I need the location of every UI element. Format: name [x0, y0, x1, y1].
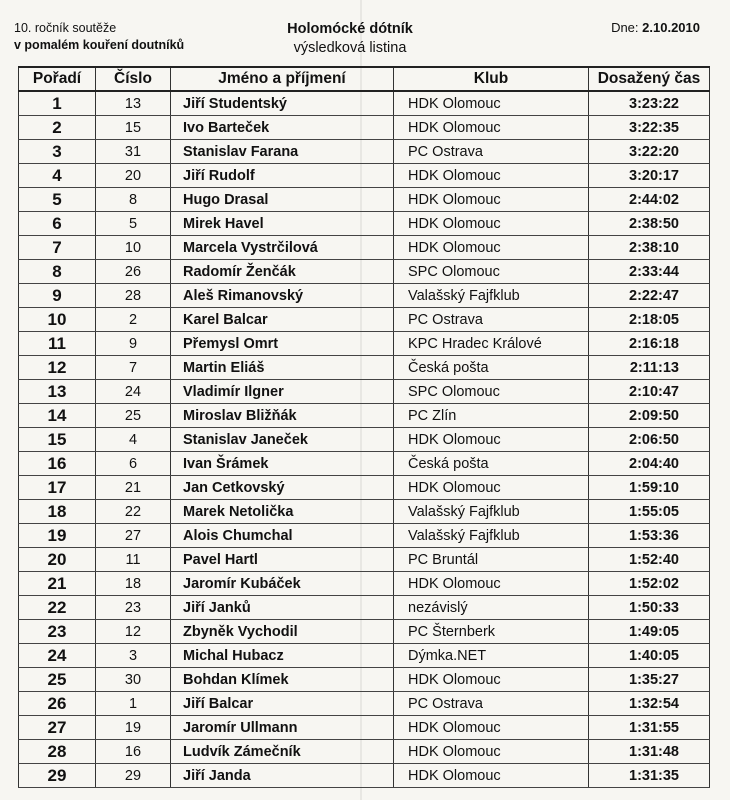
rank-cell: 15 [19, 428, 96, 452]
table-row [19, 140, 710, 164]
column-header-club: Klub [394, 67, 589, 91]
table-row [19, 740, 710, 764]
name-cell: Marek Netolička [171, 500, 394, 524]
document-header [0, 0, 730, 64]
club-cell: HDK Olomouc [394, 116, 589, 140]
club-cell: HDK Olomouc [394, 476, 589, 500]
table-row [19, 668, 710, 692]
club-cell: Valašský Fajfklub [394, 284, 589, 308]
number-cell: 7 [96, 356, 171, 380]
name-cell: Radomír Ženčák [171, 260, 394, 284]
name-cell: Ivan Šrámek [171, 452, 394, 476]
column-header-rank: Pořadí [19, 67, 96, 91]
club-cell: HDK Olomouc [394, 212, 589, 236]
time-cell: 2:09:50 [589, 404, 710, 428]
rank-cell: 25 [19, 668, 96, 692]
table-row [19, 764, 710, 788]
time-cell: 2:18:05 [589, 308, 710, 332]
name-cell: Ivo Barteček [171, 116, 394, 140]
number-cell: 9 [96, 332, 171, 356]
rank-cell: 27 [19, 716, 96, 740]
table-row [19, 212, 710, 236]
time-cell: 2:16:18 [589, 332, 710, 356]
rank-cell: 19 [19, 524, 96, 548]
name-cell: Jaromír Ullmann [171, 716, 394, 740]
rank-cell: 6 [19, 212, 96, 236]
number-cell: 16 [96, 740, 171, 764]
table-row [19, 164, 710, 188]
club-cell: HDK Olomouc [394, 572, 589, 596]
club-cell: KPC Hradec Králové [394, 332, 589, 356]
number-cell: 11 [96, 548, 171, 572]
time-cell: 1:35:27 [589, 668, 710, 692]
edition-line-2: v pomalém kouření doutníků [14, 38, 185, 52]
club-cell: HDK Olomouc [394, 428, 589, 452]
number-cell: 12 [96, 620, 171, 644]
time-cell: 1:52:02 [589, 572, 710, 596]
rank-cell: 18 [19, 500, 96, 524]
number-cell: 4 [96, 428, 171, 452]
table-row [19, 380, 710, 404]
number-cell: 21 [96, 476, 171, 500]
name-cell: Jiří Studentský [171, 91, 394, 116]
rank-cell: 4 [19, 164, 96, 188]
number-cell: 30 [96, 668, 171, 692]
rank-cell: 5 [19, 188, 96, 212]
number-cell: 18 [96, 572, 171, 596]
time-cell: 2:11:13 [589, 356, 710, 380]
rank-cell: 8 [19, 260, 96, 284]
name-cell: Mirek Havel [171, 212, 394, 236]
number-cell: 6 [96, 452, 171, 476]
time-cell: 2:22:47 [589, 284, 710, 308]
table-row [19, 116, 710, 140]
time-cell: 1:31:55 [589, 716, 710, 740]
table-row [19, 332, 710, 356]
number-cell: 29 [96, 764, 171, 788]
rank-cell: 12 [19, 356, 96, 380]
date-value: 2.10.2010 [642, 20, 700, 35]
club-cell: PC Zlín [394, 404, 589, 428]
table-row [19, 500, 710, 524]
column-header-number: Číslo [96, 67, 171, 91]
club-cell: HDK Olomouc [394, 91, 589, 116]
time-cell: 1:50:33 [589, 596, 710, 620]
club-cell: nezávislý [394, 596, 589, 620]
club-cell: HDK Olomouc [394, 668, 589, 692]
club-cell: HDK Olomouc [394, 764, 589, 788]
rank-cell: 16 [19, 452, 96, 476]
rank-cell: 1 [19, 91, 96, 116]
results-header-row [19, 67, 710, 91]
document-date [611, 20, 700, 35]
table-row [19, 692, 710, 716]
time-cell: 1:31:35 [589, 764, 710, 788]
rank-cell: 20 [19, 548, 96, 572]
name-cell: Karel Balcar [171, 308, 394, 332]
time-cell: 3:20:17 [589, 164, 710, 188]
time-cell: 2:38:50 [589, 212, 710, 236]
club-cell: Česká pošta [394, 356, 589, 380]
name-cell: Zbyněk Vychodil [171, 620, 394, 644]
name-cell: Pavel Hartl [171, 548, 394, 572]
name-cell: Stanislav Janeček [171, 428, 394, 452]
name-cell: Aleš Rimanovský [171, 284, 394, 308]
time-cell: 1:52:40 [589, 548, 710, 572]
rank-cell: 28 [19, 740, 96, 764]
table-row [19, 284, 710, 308]
name-cell: Jiří Rudolf [171, 164, 394, 188]
document-subtitle: výsledková listina [293, 40, 407, 56]
table-row [19, 620, 710, 644]
club-cell: HDK Olomouc [394, 716, 589, 740]
time-cell: 1:53:36 [589, 524, 710, 548]
time-cell: 3:22:20 [589, 140, 710, 164]
club-cell: Valašský Fajfklub [394, 500, 589, 524]
number-cell: 3 [96, 644, 171, 668]
name-cell: Jan Cetkovský [171, 476, 394, 500]
time-cell: 1:32:54 [589, 692, 710, 716]
rank-cell: 24 [19, 644, 96, 668]
name-cell: Bohdan Klímek [171, 668, 394, 692]
club-cell: Valašský Fajfklub [394, 524, 589, 548]
table-row [19, 404, 710, 428]
name-cell: Miroslav Bližňák [171, 404, 394, 428]
table-row [19, 308, 710, 332]
number-cell: 19 [96, 716, 171, 740]
edition-line-1: 10. ročník soutěže [14, 21, 117, 35]
number-cell: 26 [96, 260, 171, 284]
number-cell: 1 [96, 692, 171, 716]
name-cell: Stanislav Farana [171, 140, 394, 164]
rank-cell: 2 [19, 116, 96, 140]
time-cell: 1:40:05 [589, 644, 710, 668]
table-row [19, 428, 710, 452]
rank-cell: 22 [19, 596, 96, 620]
time-cell: 2:10:47 [589, 380, 710, 404]
name-cell: Jiří Janda [171, 764, 394, 788]
time-cell: 1:31:48 [589, 740, 710, 764]
time-cell: 2:38:10 [589, 236, 710, 260]
table-row [19, 572, 710, 596]
number-cell: 15 [96, 116, 171, 140]
table-row [19, 524, 710, 548]
table-row [19, 644, 710, 668]
number-cell: 13 [96, 91, 171, 116]
table-row [19, 91, 710, 116]
table-row [19, 260, 710, 284]
table-row [19, 548, 710, 572]
name-cell: Přemysl Omrt [171, 332, 394, 356]
club-cell: PC Šternberk [394, 620, 589, 644]
club-cell: PC Ostrava [394, 692, 589, 716]
time-cell: 1:59:10 [589, 476, 710, 500]
rank-cell: 10 [19, 308, 96, 332]
rank-cell: 21 [19, 572, 96, 596]
rank-cell: 29 [19, 764, 96, 788]
name-cell: Vladimír Ilgner [171, 380, 394, 404]
name-cell: Alois Chumchal [171, 524, 394, 548]
rank-cell: 14 [19, 404, 96, 428]
club-cell: SPC Olomouc [394, 260, 589, 284]
results-table [18, 66, 710, 788]
rank-cell: 13 [19, 380, 96, 404]
club-cell: Dýmka.NET [394, 644, 589, 668]
time-cell: 3:23:22 [589, 91, 710, 116]
club-cell: SPC Olomouc [394, 380, 589, 404]
club-cell: HDK Olomouc [394, 164, 589, 188]
rank-cell: 17 [19, 476, 96, 500]
time-cell: 2:04:40 [589, 452, 710, 476]
number-cell: 2 [96, 308, 171, 332]
table-row [19, 596, 710, 620]
date-label: Dne: [611, 20, 639, 35]
club-cell: HDK Olomouc [394, 740, 589, 764]
club-cell: Česká pošta [394, 452, 589, 476]
number-cell: 23 [96, 596, 171, 620]
table-row [19, 476, 710, 500]
name-cell: Michal Hubacz [171, 644, 394, 668]
column-header-time: Dosažený čas [589, 67, 710, 91]
number-cell: 28 [96, 284, 171, 308]
club-cell: HDK Olomouc [394, 188, 589, 212]
table-row [19, 716, 710, 740]
rank-cell: 9 [19, 284, 96, 308]
document-title-block [0, 20, 700, 58]
name-cell: Hugo Drasal [171, 188, 394, 212]
results-body [19, 91, 710, 788]
club-cell: PC Bruntál [394, 548, 589, 572]
time-cell: 2:06:50 [589, 428, 710, 452]
rank-cell: 26 [19, 692, 96, 716]
name-cell: Marcela Vystrčilová [171, 236, 394, 260]
document-title: Holomócké dótník [287, 21, 413, 37]
number-cell: 5 [96, 212, 171, 236]
number-cell: 8 [96, 188, 171, 212]
rank-cell: 11 [19, 332, 96, 356]
table-row [19, 452, 710, 476]
number-cell: 27 [96, 524, 171, 548]
club-cell: PC Ostrava [394, 140, 589, 164]
rank-cell: 7 [19, 236, 96, 260]
number-cell: 22 [96, 500, 171, 524]
time-cell: 2:33:44 [589, 260, 710, 284]
time-cell: 2:44:02 [589, 188, 710, 212]
club-cell: PC Ostrava [394, 308, 589, 332]
number-cell: 25 [96, 404, 171, 428]
table-row [19, 188, 710, 212]
table-row [19, 356, 710, 380]
time-cell: 1:55:05 [589, 500, 710, 524]
name-cell: Ludvík Zámečník [171, 740, 394, 764]
number-cell: 20 [96, 164, 171, 188]
name-cell: Jiří Balcar [171, 692, 394, 716]
table-row [19, 236, 710, 260]
column-header-name: Jméno a příjmení [171, 67, 394, 91]
club-cell: HDK Olomouc [394, 236, 589, 260]
number-cell: 10 [96, 236, 171, 260]
number-cell: 31 [96, 140, 171, 164]
name-cell: Jaromír Kubáček [171, 572, 394, 596]
name-cell: Martin Eliáš [171, 356, 394, 380]
rank-cell: 23 [19, 620, 96, 644]
number-cell: 24 [96, 380, 171, 404]
time-cell: 3:22:35 [589, 116, 710, 140]
name-cell: Jiří Janků [171, 596, 394, 620]
time-cell: 1:49:05 [589, 620, 710, 644]
rank-cell: 3 [19, 140, 96, 164]
